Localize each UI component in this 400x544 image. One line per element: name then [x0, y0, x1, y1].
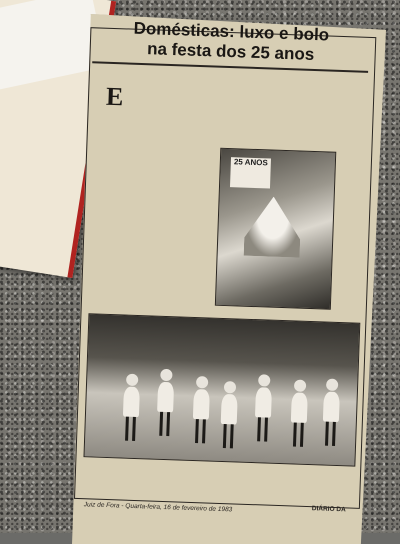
dateline: Juiz de Fora - Quarta-feira, 16 de fevereiro de 1983	[83, 501, 233, 514]
dancer-figure	[191, 376, 211, 447]
cake-figure	[244, 196, 302, 258]
cake-photo	[215, 148, 336, 310]
article-body-lower	[95, 221, 212, 315]
dancer-figure	[321, 378, 341, 449]
newspaper-clipping	[61, 15, 388, 531]
drop-cap: E	[105, 81, 124, 112]
headline-line-1: Domésticas: luxo e bolo	[133, 18, 330, 45]
dancer-figure	[121, 374, 141, 445]
photo-banner: 25 ANOS	[230, 157, 271, 188]
masthead: DIÁRIO DA	[311, 505, 346, 514]
dancer-figure	[219, 381, 239, 452]
dancer-figure	[155, 369, 175, 440]
dancers-photo	[83, 313, 360, 466]
dancer-figure	[289, 379, 309, 450]
headline-line-2: na festa dos 25 anos	[146, 39, 315, 64]
dancer-figure	[253, 374, 273, 445]
